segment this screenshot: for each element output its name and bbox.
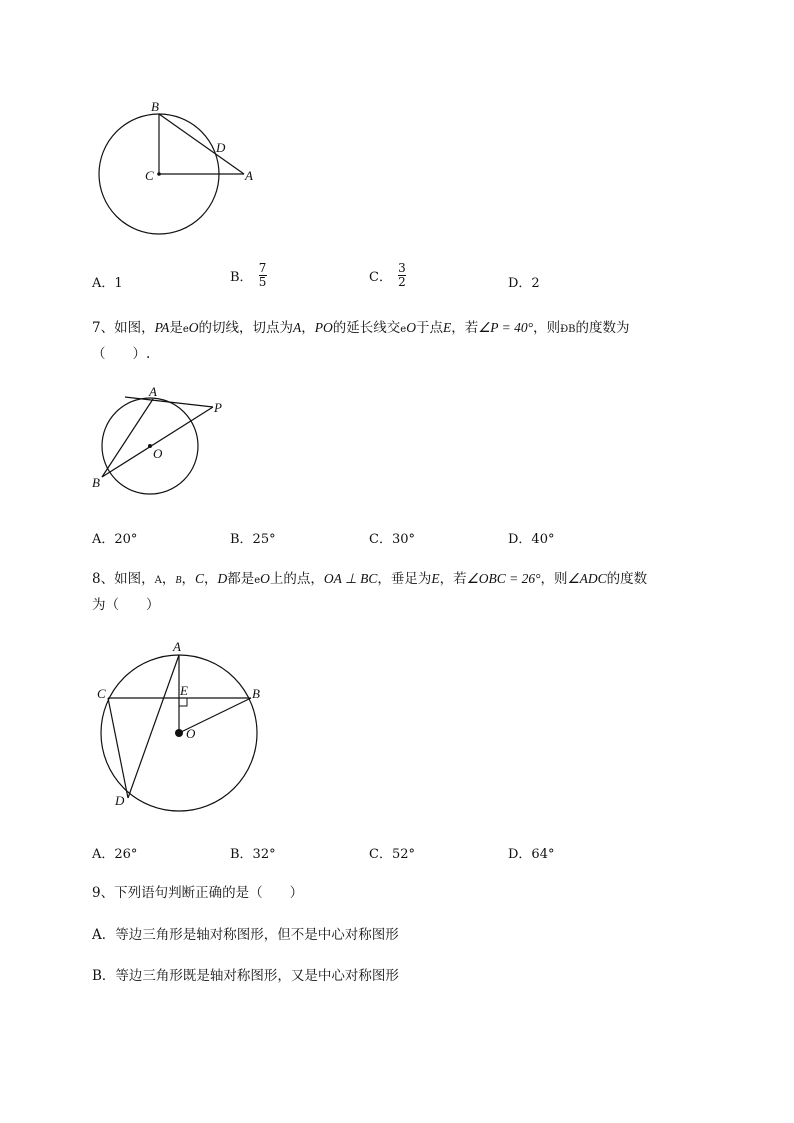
label-d: D [115, 793, 125, 808]
tangent-line-pa [125, 397, 213, 407]
segment-ad [128, 655, 179, 798]
center-point [175, 729, 183, 737]
label-b: B [252, 686, 260, 701]
q8-stem-line2: 为（ ） [92, 597, 160, 613]
q7-stem-line2: （ ）. [92, 346, 151, 362]
label-o: O [153, 446, 163, 461]
label-c: C [145, 168, 154, 183]
label-a: A [173, 639, 181, 654]
q8-option-a: A．26° [92, 847, 138, 862]
q9-option-b: B．等边三角形既是轴对称图形，又是中心对称图形 [92, 968, 399, 984]
q7-option-b: B．25° [230, 532, 276, 547]
q6-option-c: C． $\frac{3}{2}$ [369, 261, 406, 289]
label-o: O [186, 726, 196, 741]
figure-q8 [80, 635, 380, 815]
right-angle-mark [179, 698, 187, 706]
q8-option-b: B．32° [230, 847, 276, 862]
label-b: B [92, 475, 100, 490]
q7-option-a: A．20° [92, 532, 138, 547]
q6-option-a: A．1 [92, 276, 123, 291]
q6-option-b: B． $\frac{7}{5}$ [230, 261, 267, 289]
center-point [148, 444, 152, 448]
q6-options [92, 261, 692, 296]
q7-stem: 7、如图，PA是eO的切线，切点为A，PO的延长线交eO于点E，若∠P = 40°，则ÐB的度数为 [92, 320, 630, 336]
segment-ba [159, 114, 244, 174]
q8-options [92, 843, 692, 869]
q6-option-d: D．2 [508, 276, 540, 291]
figure-q7 [80, 380, 380, 510]
label-b: B [151, 99, 159, 114]
segment-ab [102, 399, 153, 477]
q7-options [92, 528, 692, 554]
q8-stem: 8、如图，A，B，C，D都是eO上的点，OA ⊥ BC，垂足为E，若∠OBC = 26°，则∠ADC的度数 [92, 571, 648, 587]
segment-pb [102, 407, 213, 477]
q9-option-a: A．等边三角形是轴对称图形，但不是中心对称图形 [92, 927, 399, 943]
label-e: E [180, 683, 188, 698]
fraction-7-5: $\frac{7}{5}$ [258, 261, 267, 289]
q8-option-c: C．52° [369, 847, 415, 862]
figure-q6 [0, 0, 794, 260]
label-a: A [149, 384, 157, 399]
label-d: D [216, 140, 226, 155]
label-a: A [245, 168, 253, 183]
q7-option-c: C．30° [369, 532, 415, 547]
q7-option-d: D．40° [508, 532, 555, 547]
segment-cd [108, 698, 128, 798]
center-point [157, 172, 161, 176]
label-c: C [97, 686, 106, 701]
q9-stem: 9、下列语句判断正确的是（ ） [92, 885, 304, 901]
label-p: P [214, 400, 222, 415]
q8-option-d: D．64° [508, 847, 555, 862]
fraction-3-2: $\frac{3}{2}$ [398, 261, 406, 289]
